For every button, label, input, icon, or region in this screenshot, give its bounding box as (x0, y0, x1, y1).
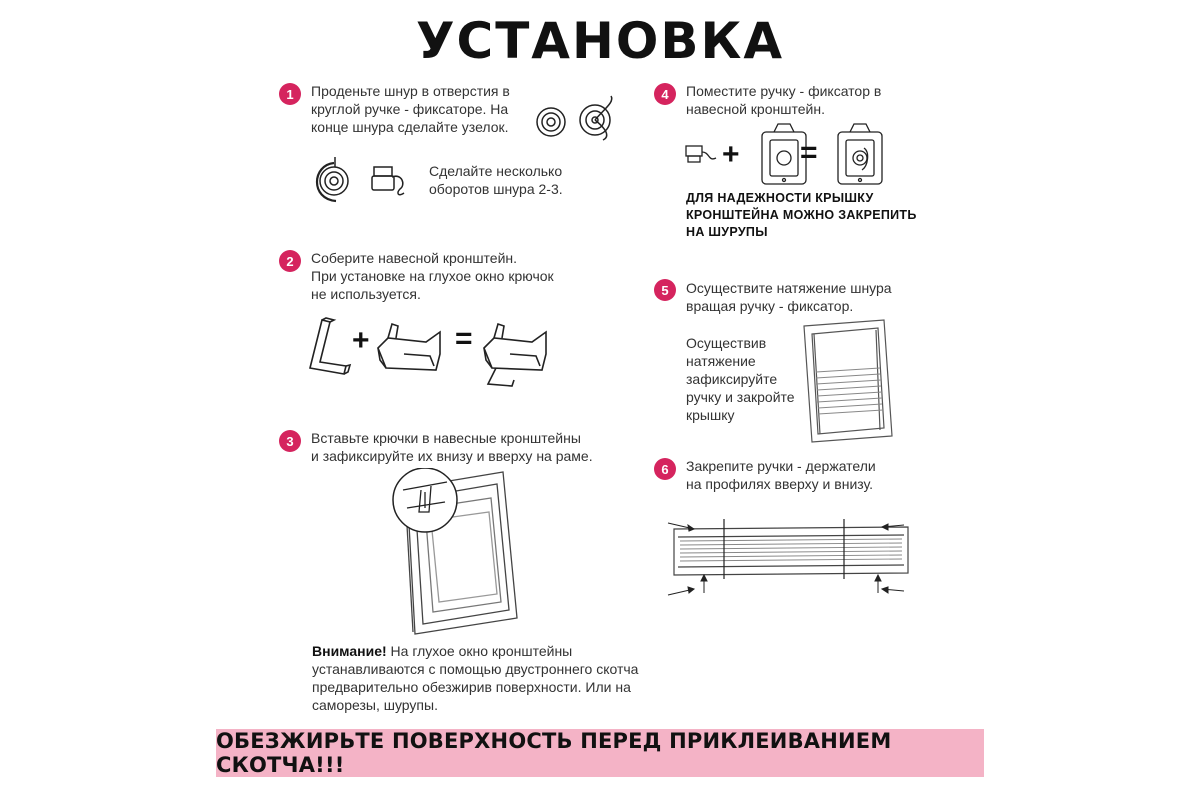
step-1-handle-figure (533, 92, 623, 150)
step-2-badge: 2 (279, 250, 301, 272)
step-1-text: Проденьте шнур в отверстия в круглой ручке - фиксаторе. На конце шнура сделайте узелок. (311, 83, 510, 135)
warning-label: Внимание! (312, 643, 387, 659)
step-6-text: Закрепите ручки - держатели на профилях вверху и внизу. (686, 458, 876, 492)
step-4-plus-sign: + (722, 138, 740, 171)
step-6-badge: 6 (654, 458, 676, 480)
step-1-wind-figure (306, 155, 416, 213)
page-title: УСТАНОВКА (415, 12, 785, 70)
step-5-badge: 5 (654, 279, 676, 301)
step-2-text: Соберите навесной кронштейн. При установке на глухое окно крючок не используется. (311, 250, 554, 302)
warning-text (312, 642, 672, 714)
step-4-text: Поместите ручку - фиксатор в навесной кронштейн. (686, 83, 882, 117)
step-4-bracket-figure (684, 122, 884, 190)
step-4-badge: 4 (654, 83, 676, 105)
step-4-note: ДЛЯ НАДЕЖНОСТИ КРЫШКУ КРОНШТЕЙНА МОЖНО ЗАКРЕПИТЬ НА ШУРУПЫ (686, 191, 917, 239)
step-2-bracket-figure (300, 310, 560, 390)
step-1-badge: 1 (279, 83, 301, 105)
step-2-equals-sign: = (455, 322, 473, 355)
step-5-subtext: Осуществив натяжение зафиксируйте ручку и закройте крышку (686, 335, 795, 423)
warning-body: На глухое окно кронштейны устанавливаются с помощью двустроннего скотча предварительно обезжирив поверхности. Или на саморезы, шурупы. (312, 643, 639, 713)
step-5-text: Осуществите натяжение шнура вращая ручку - фиксатор. (686, 280, 892, 314)
warning-banner (216, 729, 984, 777)
step-3-window-figure (385, 468, 545, 638)
step-3-badge: 3 (279, 430, 301, 452)
step-4-equals-sign: = (800, 136, 818, 169)
warning-banner-text: ОБЕЗЖИРЬТЕ ПОВЕРХНОСТЬ ПЕРЕД ПРИКЛЕИВАНИЕМ СКОТЧА!!! (216, 729, 892, 777)
step-3-text: Вставьте крючки в навесные кронштейны и зафиксируйте их внизу и вверху на раме. (311, 430, 593, 464)
step-6-profile-figure (664, 515, 914, 597)
step-2-plus-sign: + (352, 324, 370, 357)
step-1-subtext: Сделайте несколько оборотов шнура 2-3. (429, 163, 563, 197)
